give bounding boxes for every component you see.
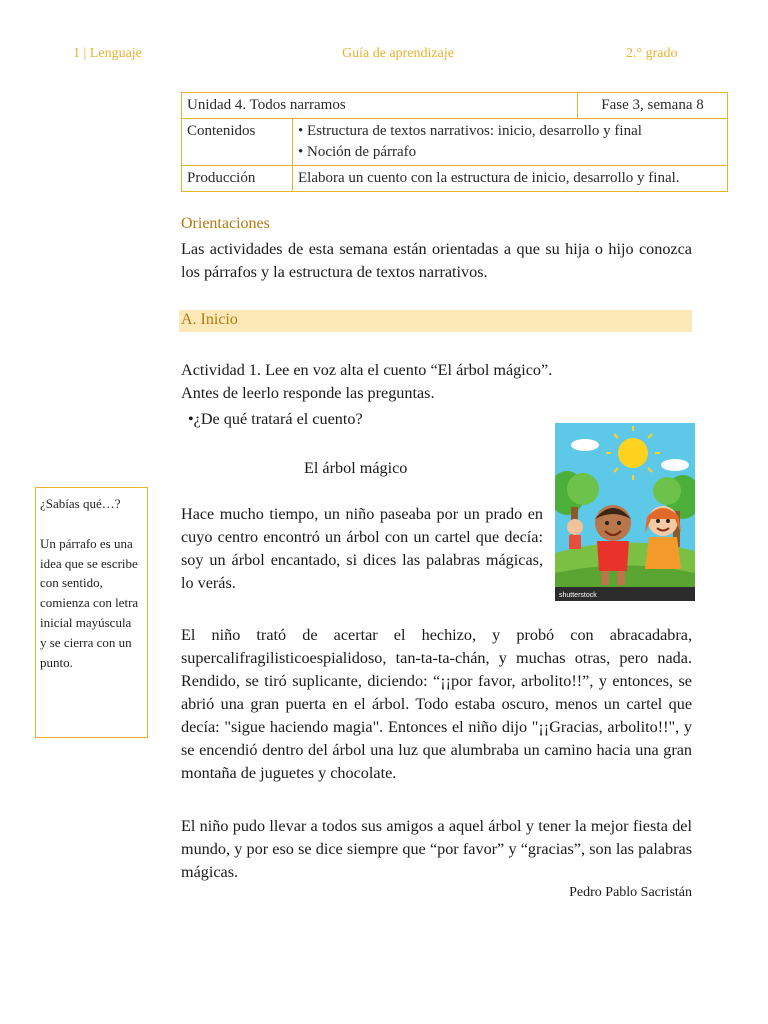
activity-line-2: Antes de leerlo responde las preguntas. [181,384,435,402]
header-left: 1 | Lenguaje [73,46,142,61]
orientations-title: Orientaciones [181,215,270,232]
story-title: El árbol mágico [304,459,408,477]
story-paragraph-3: El niño pudo llevar a todos sus amigos a aquel árbol y tener la mejor fiesta del mundo, y por eso se dice siempre que “por favor” y “gracias”, son las palabras mágicas. [181,817,692,881]
did-you-know-box [35,487,148,738]
story-paragraph-2: El niño trató de acertar el hechizo, y probó con abracadabra, supercalifragilisticoespialidoso, tan-ta-ta-chán, y muchas otras, pero nada. Rendido, se tiró suplicante, diciendo: “¡¡por favor, arbolito!!”, y entonces, se abrió una gran puerta en el árbol. Todo estaba oscuro, menos un cartel que decía: "sigue haciendo magia". Entonces el niño dijo "¡¡Gracias, arbolito!!", y se encendió dentro del árbol una luz que alumbraba un camino hacia una gran montaña de juguetes y chocolate. [181,626,692,782]
story-paragraph-1: Hace mucho tiempo, un niño paseaba por un prado en cuyo centro encontró un árbol con un cartel que decía: soy un árbol encantado, si dices las palabras mágicas, lo verás. [181,505,543,592]
contents-item: • Estructura de textos narrativos: inicio, desarrollo y final [298,123,642,139]
sun-icon [618,438,648,468]
activity-question: •¿De qué tratará el cuento? [188,410,363,428]
header-center: Guía de aprendizaje [342,46,454,61]
production-cell: Elabora un cuento con la estructura de inicio, desarrollo y final. [293,166,728,192]
orientations-text: Las actividades de esta semana están orientadas a que su hija o hijo conozca los párrafos y la estructura de textos narrativos. [181,240,692,281]
header-right: 2.° grado [626,46,678,61]
unit-cell: Unidad 4. Todos narramos [182,93,578,119]
contents-label: Contenidos [182,119,293,166]
did-you-know-text: Un párrafo es una idea que se escribe con sentido, comienza con letra inicial mayúscula y se cierra con un punto. [40,535,139,670]
contents-cell [293,119,728,166]
section-a-title: A. Inicio [181,311,238,328]
did-you-know-title: ¿Sabías qué…? [40,496,121,511]
story-author: Pedro Pablo Sacristán [569,885,692,900]
contents-item: • Noción de párrafo [298,144,417,160]
children-tree-illustration [555,423,695,601]
story-illustration [555,423,695,601]
info-table [181,92,728,192]
activity-line-1: Actividad 1. Lee en voz alta el cuento “El árbol mágico”. [181,361,553,379]
production-label: Producción [182,166,293,192]
watermark: shutterstock [559,592,597,599]
section-a-band [179,310,692,332]
phase-cell: Fase 3, semana 8 [578,93,728,119]
